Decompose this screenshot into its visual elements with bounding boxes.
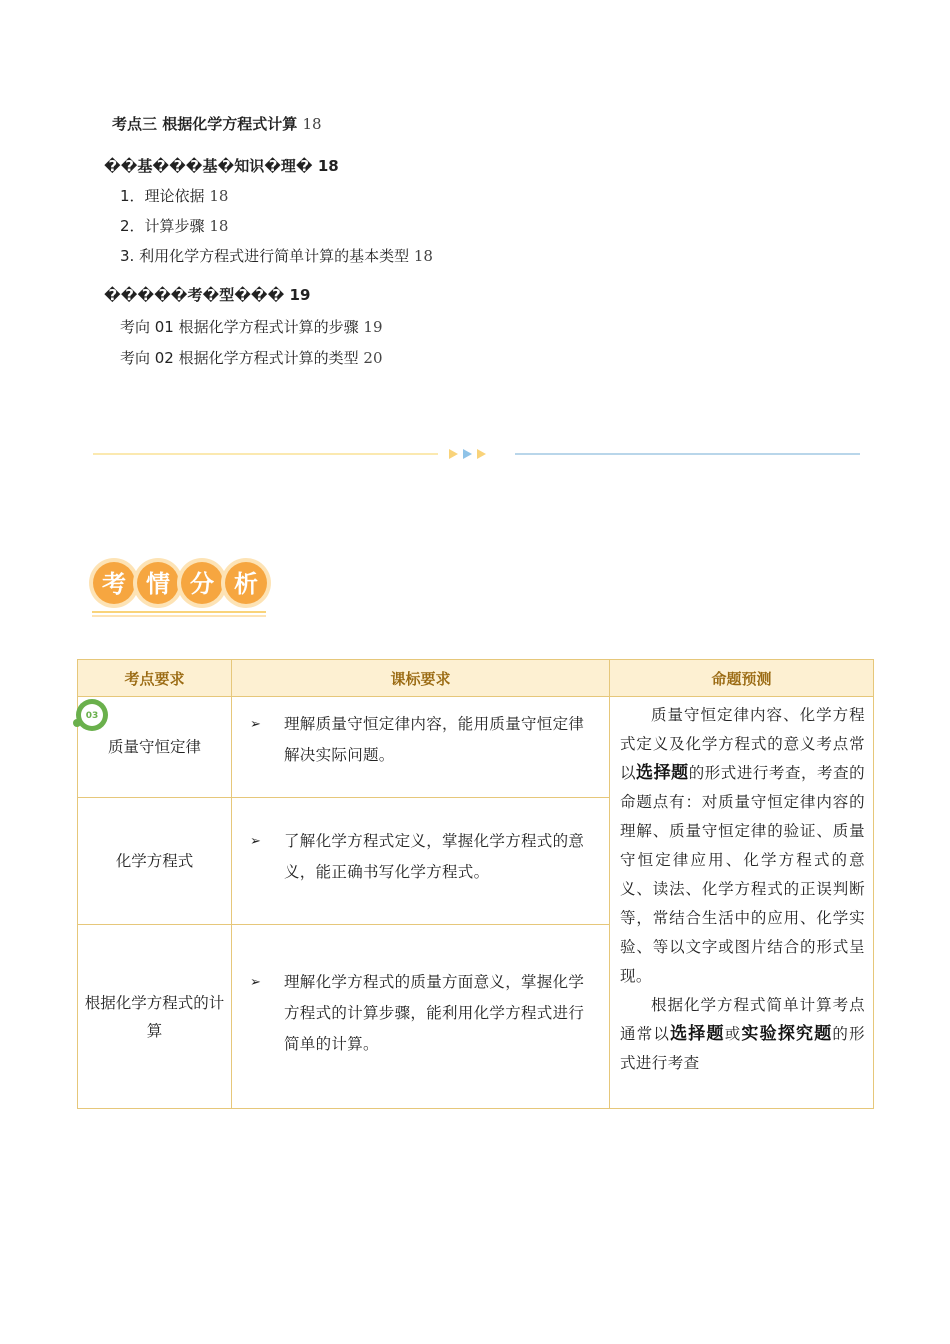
toc-exam[interactable] bbox=[104, 285, 310, 305]
toc-basics-item-3[interactable] bbox=[120, 246, 433, 266]
requirement-text: 理解质量守恒定律内容，能用质量守恒定律解决实际问题。 bbox=[284, 715, 585, 764]
table-header-row bbox=[78, 660, 874, 697]
toc-basics-item-page: 18 bbox=[209, 217, 229, 235]
banner-char: 析 bbox=[234, 570, 258, 598]
prediction-emphasis: 实验探究题 bbox=[741, 1024, 833, 1044]
banner-char: 分 bbox=[190, 570, 214, 598]
triple-arrow-icon bbox=[447, 446, 492, 462]
toc-exam-item-2[interactable] bbox=[120, 348, 383, 368]
toc-exam-item-page: 20 bbox=[363, 349, 383, 367]
requirement-text: 理解化学方程式的质量方面意义，掌握化学方程式的计算步骤，能利用化学方程式进行简单的计算。 bbox=[284, 973, 585, 1053]
divider-right bbox=[515, 453, 860, 455]
table-row bbox=[78, 697, 874, 798]
toc-section3[interactable] bbox=[112, 114, 322, 134]
prediction-emphasis: 选择题 bbox=[670, 1024, 725, 1044]
toc-section3-label: 考点三 根据化学方程式计算 bbox=[112, 115, 298, 133]
header-requirement: 课标要求 bbox=[232, 660, 610, 697]
toc-basics-item-label: 2．计算步骤 bbox=[120, 217, 205, 235]
toc-basics-item-label: 3. 利用化学方程式进行简单计算的基本类型 bbox=[120, 247, 410, 265]
divider-left bbox=[93, 453, 438, 455]
toc-exam-item-1[interactable] bbox=[120, 317, 383, 337]
toc-exam-page: 19 bbox=[289, 286, 311, 304]
prediction-paragraph-1 bbox=[620, 701, 865, 991]
toc-exam-item-label: 考向 01 根据化学方程式计算的步骤 bbox=[120, 318, 359, 336]
prediction-text: 的形式进行考查，考查的命题点有：对质量守恒定律内容的理解、质量守恒定律的验证、质量守恒定律应用、化学方程式的意义、读法、化学方程式的正误判断等，常结合生活中的应用、化学实验、等以文字或图片结合的形式呈现。 bbox=[620, 764, 866, 985]
toc-basics[interactable] bbox=[104, 156, 339, 176]
toc-basics-page: 18 bbox=[317, 157, 339, 175]
requirement-cell bbox=[232, 798, 610, 925]
requirement-cell bbox=[232, 925, 610, 1109]
point-cell: 质量守恒定律 bbox=[78, 697, 232, 798]
badge-label: 03 bbox=[85, 711, 99, 721]
prediction-emphasis: 选择题 bbox=[636, 763, 689, 783]
analysis-table bbox=[77, 659, 874, 1109]
bullet-arrow-icon: ➢ bbox=[250, 834, 261, 849]
toc-exam-item-page: 19 bbox=[363, 318, 383, 336]
prediction-text: 质量守恒定律内容、化学方程式定义及化学方程式的意义考点常以 bbox=[620, 706, 865, 782]
toc-basics-item-2[interactable] bbox=[120, 216, 228, 236]
requirement-cell bbox=[232, 697, 610, 798]
prediction-text: 的形式进行考查 bbox=[620, 1025, 866, 1072]
toc-basics-item-1[interactable] bbox=[120, 186, 228, 206]
prediction-cell bbox=[610, 697, 874, 1109]
header-prediction: 命题预测 bbox=[610, 660, 874, 697]
bullet-arrow-icon: ➢ bbox=[250, 717, 261, 732]
toc-section3-page: 18 bbox=[302, 115, 322, 133]
prediction-text: 或 bbox=[724, 1025, 742, 1043]
toc-basics-item-page: 18 bbox=[209, 187, 229, 205]
toc-basics-label: ��基���基�知识�理� bbox=[104, 157, 313, 175]
toc-exam-item-label: 考向 02 根据化学方程式计算的类型 bbox=[120, 349, 359, 367]
exam-analysis-banner bbox=[86, 552, 276, 622]
point-cell: 化学方程式 bbox=[78, 798, 232, 925]
point-cell: 根据化学方程式的计算 bbox=[78, 925, 232, 1109]
banner-char: 情 bbox=[146, 570, 170, 598]
banner-char: 考 bbox=[102, 570, 126, 598]
requirement-text: 了解化学方程式定义，掌握化学方程式的意义，能正确书写化学方程式。 bbox=[284, 832, 585, 881]
toc-basics-item-page: 18 bbox=[413, 247, 433, 265]
toc-basics-item-label: 1．理论依据 bbox=[120, 187, 205, 205]
prediction-paragraph-2 bbox=[620, 991, 865, 1078]
badge-03-icon bbox=[72, 697, 112, 733]
header-point: 考点要求 bbox=[78, 660, 232, 697]
bullet-arrow-icon: ➢ bbox=[250, 975, 261, 990]
prediction-text: 根据化学方程式简单计算考点通常以 bbox=[620, 996, 865, 1043]
toc-exam-label: �����考�型��� bbox=[104, 286, 285, 304]
